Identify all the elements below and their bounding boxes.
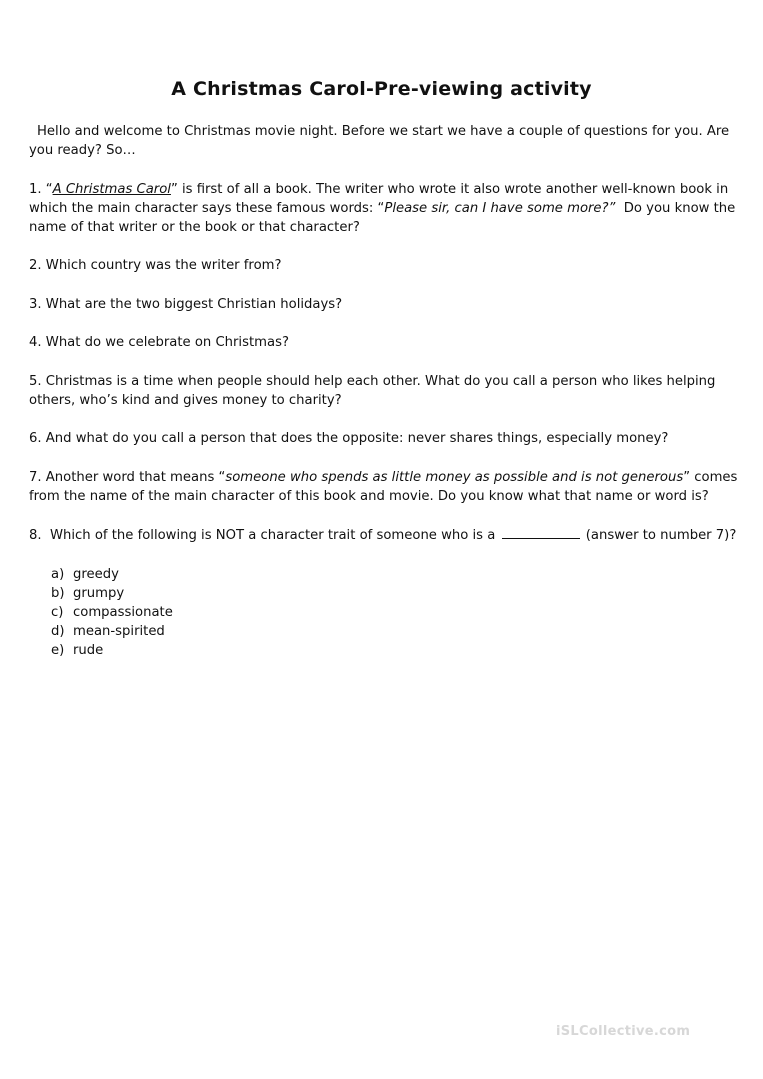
question-8-ending: (answer to number 7)? bbox=[585, 528, 737, 544]
option-b bbox=[51, 584, 741, 603]
option-c bbox=[51, 603, 741, 622]
option-text: mean-spirited bbox=[73, 624, 165, 640]
question-4: 4. What do we celebrate on Christmas? bbox=[29, 335, 289, 351]
option-letter: d) bbox=[51, 624, 65, 640]
option-e bbox=[51, 641, 741, 660]
option-text: grumpy bbox=[73, 585, 125, 601]
question-7-ending: ” comes from the name of the main character of this book and movie. Do you know what that name or word is? bbox=[29, 469, 738, 504]
option-text: greedy bbox=[73, 566, 119, 582]
question-1-text: ” is first of all a book. The writer who wrote it also wrote another well-known book in which the main character says these famous words: “ bbox=[29, 181, 729, 216]
intro-paragraph: Hello and welcome to Christmas movie night. Before we start we have a couple of questions for you. Are you ready? So… bbox=[29, 124, 730, 159]
option-text: rude bbox=[73, 643, 104, 659]
question-1 bbox=[29, 180, 741, 238]
question-8 bbox=[29, 525, 741, 545]
option-text: compassionate bbox=[73, 604, 173, 620]
option-d bbox=[51, 622, 741, 641]
question-6: 6. And what do you call a person that does the opposite: never shares things, especially money? bbox=[29, 431, 669, 447]
question-7 bbox=[29, 468, 741, 506]
option-letter: a) bbox=[51, 566, 65, 582]
option-letter: b) bbox=[51, 585, 65, 601]
option-a bbox=[51, 565, 741, 584]
option-letter: e) bbox=[51, 643, 65, 659]
question-7-text: 7. Another word that means “ bbox=[29, 469, 226, 485]
option-letter: c) bbox=[51, 604, 64, 620]
question-2: 2. Which country was the writer from? bbox=[29, 258, 282, 274]
definition-text: someone who spends as little money as possible and is not generous bbox=[225, 469, 684, 485]
book-title: A Christmas Carol bbox=[52, 181, 171, 197]
question-1-ending: Do you know the name of that writer or the book or that character? bbox=[29, 200, 740, 235]
answer-options bbox=[29, 565, 741, 661]
question-3: 3. What are the two biggest Christian holidays? bbox=[29, 296, 343, 312]
question-8-text: 8. Which of the following is NOT a character trait of someone who is a bbox=[29, 528, 496, 544]
question-5: 5. Christmas is a time when people should help each other. What do you call a person who likes helping others, who’s kind and gives money to charity? bbox=[29, 373, 716, 408]
worksheet-body bbox=[29, 122, 741, 661]
watermark: iSLCollective.com bbox=[556, 1024, 691, 1039]
question-1-number: 1. “ bbox=[29, 181, 53, 197]
answer-blank[interactable] bbox=[502, 525, 580, 539]
page-title: A Christmas Carol-Pre-viewing activity bbox=[171, 78, 592, 100]
famous-quote: Please sir, can I have some more?” bbox=[384, 200, 616, 216]
